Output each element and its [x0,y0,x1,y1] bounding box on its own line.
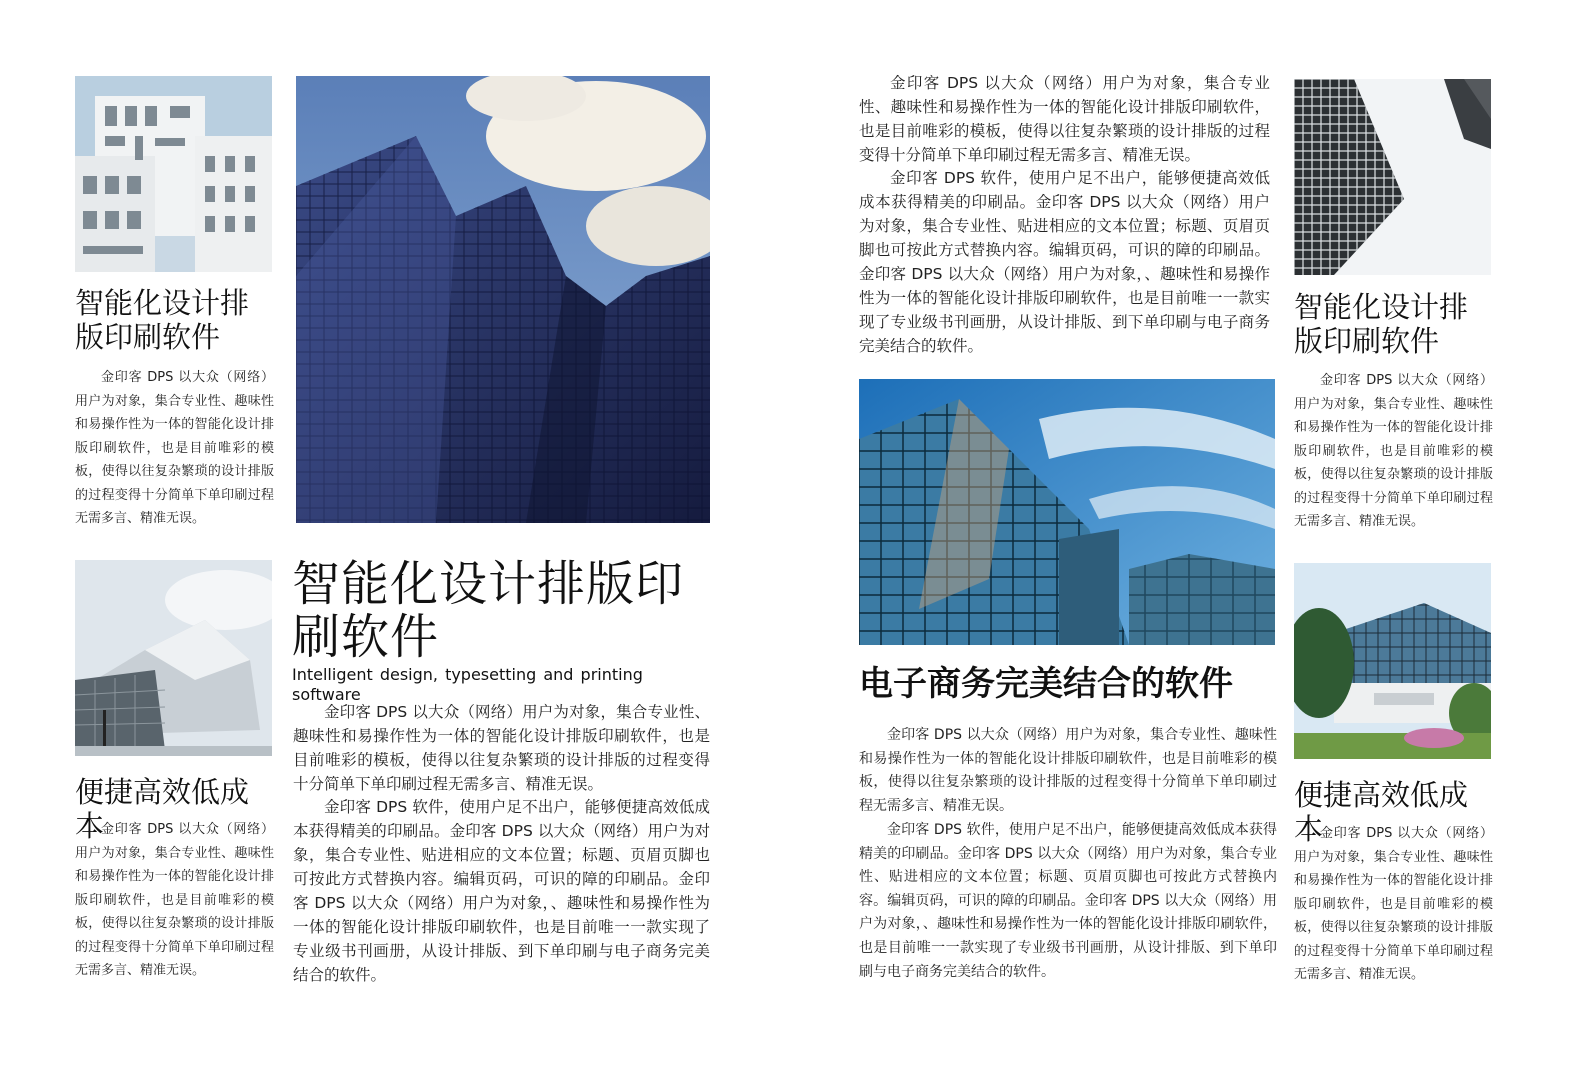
side-body-text: 金印客 DPS 以大众（网络）用户为对象，集合专业性、趣味性和易操作性为一体的智能化设计排版印刷软件，也是目前唯彩的模板，使得以往复杂繁琐的设计排版的过程变得十分简单下单印刷过程无需多言、精准无误。 [75,822,274,978]
glass-building-blue-sky-photo [859,379,1275,645]
angular-building-photo [75,560,272,756]
top-paragraph: 金印客 DPS 以大众（网络）用户为对象，集合专业性、趣味性和易操作性为一体的智能化设计排版印刷软件，也是目前唯彩的模板，使得以往复杂繁琐的设计排版的过程变得十分简单下单印刷过程无需多言、精准无误。 [859,74,1270,164]
section-title: 电子商务完美结合的软件 [859,664,1233,704]
side-heading: 便捷高效低成本 [1294,778,1469,846]
section-paragraph: 金印客 DPS 软件，使用户足不出户，能够便捷高效低成本获得精美的印刷品。金印客 DPS 以大众（网络）用户为对象，集合专业性、贴进相应的文本位置；标题、页眉页脚也可按此方式替换内容。编辑页码，可识的障的印刷品。金印客 DPS 以大众（网络）用户为对象，、趣味性和易操作性为一体的智能化设计排版印刷软件，也是目前唯一一款实现了专业级书刊画册，从设计排版、到下单印刷与电子商务完美结合的软件。 [859,822,1277,980]
top-paragraph: 金印客 DPS 软件，使用户足不出户，能够便捷高效低成本获得精美的印刷品。金印客 DPS 以大众（网络）用户为对象，集合专业性、贴进相应的文本位置；标题、页眉页脚也可按此方式替换内容。编辑页码，可识的障的印刷品。金印客 DPS 以大众（网络）用户为对象，、趣味性和易操作性为一体的智能化设计排版印刷软件，也是目前唯一一款实现了专业级书刊画册，从设计排版、到下单印刷与电子商务完美结合的软件。 [859,169,1270,355]
tower-looking-up-photo [1294,79,1491,275]
white-building-photo [75,76,272,272]
feature-paragraph: 金印客 DPS 软件，使用户足不出户，能够便捷高效低成本获得精美的印刷品。金印客 DPS 以大众（网络）用户为对象，集合专业性、贴进相应的文本位置；标题、页眉页脚也可按此方式替换内容。编辑页码，可识的障的印刷品。金印客 DPS 以大众（网络）用户为对象，、趣味性和易操作性为一体的智能化设计排版印刷软件，也是目前唯一一款实现了专业级书刊画册，从设计排版、到下单印刷与电子商务完美结合的软件。 [293,798,710,984]
feature-title: 智能化设计排版印刷软件 [292,556,685,665]
side-body-text: 金印客 DPS 以大众（网络）用户为对象，集合专业性、趣味性和易操作性为一体的智能化设计排版印刷软件，也是目前唯彩的模板，使得以往复杂繁琐的设计排版的过程变得十分简单下单印刷过程无需多言、精准无误。 [75,370,274,526]
section-paragraph: 金印客 DPS 以大众（网络）用户为对象，集合专业性、趣味性和易操作性为一体的智能化设计排版印刷软件，也是目前唯彩的模板，使得以往复杂繁琐的设计排版的过程变得十分简单下单印刷过程无需多言、精准无误。 [859,727,1277,814]
side-heading: 智能化设计排版印刷软件 [75,286,250,354]
feature-subtitle: Intelligent design, typesetting and printing software [292,665,643,704]
side-heading: 便捷高效低成本 [75,775,250,843]
side-body-text: 金印客 DPS 以大众（网络）用户为对象，集合专业性、趣味性和易操作性为一体的智能化设计排版印刷软件，也是目前唯彩的模板，使得以往复杂繁琐的设计排版的过程变得十分简单下单印刷过程无需多言、精准无误。 [1294,826,1493,982]
side-body-text: 金印客 DPS 以大众（网络）用户为对象，集合专业性、趣味性和易操作性为一体的智能化设计排版印刷软件，也是目前唯彩的模板，使得以往复杂繁琐的设计排版的过程变得十分简单下单印刷过程无需多言、精准无误。 [1294,373,1493,529]
glass-skyscraper-photo [296,76,710,523]
office-building-photo [1294,563,1491,759]
side-heading: 智能化设计排版印刷软件 [1294,290,1469,358]
feature-paragraph: 金印客 DPS 以大众（网络）用户为对象，集合专业性、趣味性和易操作性为一体的智能化设计排版印刷软件，也是目前唯彩的模板，使得以往复杂繁琐的设计排版的过程变得十分简单下单印刷过程无需多言、精准无误。 [293,703,710,793]
